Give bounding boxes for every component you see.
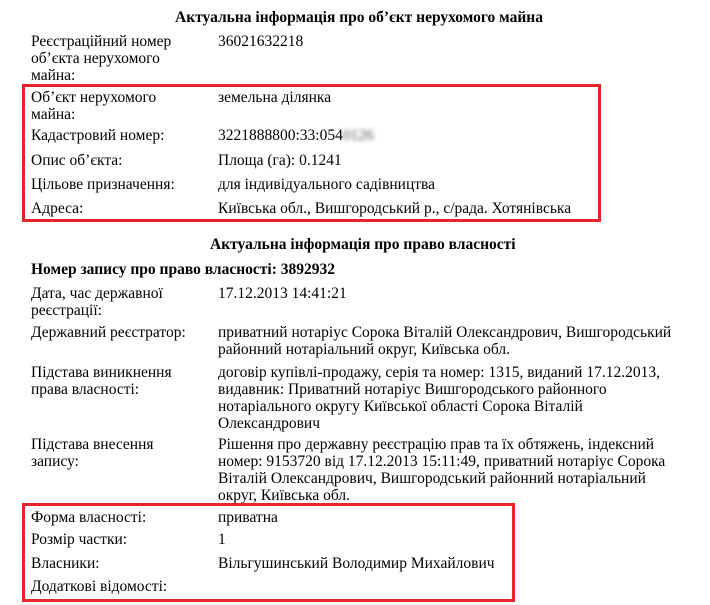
reg-number-value: 36021632218 (218, 33, 304, 50)
cadastral-number: 3221888800:33:054 (218, 127, 343, 144)
cadastral-redacted-part: 0126 (342, 127, 374, 144)
purpose-label: Цільове призначення: (31, 176, 175, 193)
object-label-line2: майна: (31, 106, 76, 123)
owners-label: Власники: (31, 555, 100, 572)
ownership-form-label: Форма власності: (31, 509, 147, 526)
entry-basis-value-line3: Віталій Олександрович, Вишгородський районний нотаріальний (218, 470, 646, 487)
reg-number-label-line3: майна: (31, 67, 76, 84)
basis-label-line1: Підстава виникнення (31, 364, 172, 381)
reg-number-label-line2: об’єкта нерухомого (31, 50, 160, 67)
entry-basis-label-line1: Підстава внесення (31, 436, 154, 453)
description-label: Опис об’єкта: (31, 152, 123, 169)
entry-basis-value-line4: округ, Київська обл. (218, 487, 350, 504)
reg-number-label-line1: Реєстраційний номер (31, 33, 172, 50)
registrar-value-line1: приватний нотаріус Сорока Віталій Олександрович, Вишгородський (218, 324, 672, 341)
share-value: 1 (218, 531, 226, 548)
owners-value: Вільгушинський Володимир Михайлович (218, 555, 495, 572)
record-number-heading: Номер запису про право власності: 3892932 (31, 261, 336, 278)
description-value: Площа (га): 0.1241 (218, 152, 342, 169)
reg-date-label-line2: реєстрації: (31, 302, 102, 319)
cadastral-value (218, 127, 374, 144)
address-label: Адреса: (31, 200, 84, 217)
section-title-ownership: Актуальна інформація про право власності (210, 236, 516, 253)
address-value: Київська обл., Вишгородський р., с/рада. Хотянівська (218, 200, 572, 217)
entry-basis-value-line1: Рішення про державну реєстрацію прав та їх обтяжень, індексний (218, 436, 655, 453)
basis-value-line3: нотаріального округу Київської області Сорока Віталій (218, 398, 583, 415)
ownership-form-value: приватна (218, 509, 278, 526)
section-title-property: Актуальна інформація про об’єкт нерухомого майна (175, 9, 543, 26)
basis-value-line1: договір купівлі-продажу, серія та номер: 1315, виданий 17.12.2013, (218, 364, 660, 381)
object-value: земельна ділянка (218, 89, 332, 106)
registrar-label: Державний реєстратор: (31, 324, 186, 341)
reg-date-label-line1: Дата, час державної (31, 285, 163, 302)
additional-info-label: Додаткові відомості: (31, 578, 168, 595)
basis-label-line2: права власності: (31, 381, 140, 398)
basis-value-line2: видавник: Приватний нотаріус Вишгородського районного (218, 381, 607, 398)
purpose-value: для індивідуального садівництва (218, 176, 436, 193)
object-label-line1: Об’єкт нерухомого (31, 89, 157, 106)
share-label: Розмір частки: (31, 531, 128, 548)
entry-basis-label-line2: запису: (31, 453, 79, 470)
reg-date-value: 17.12.2013 14:41:21 (218, 285, 347, 302)
cadastral-label: Кадастровий номер: (31, 127, 165, 144)
registrar-value-line2: районний нотаріальний округ, Київська обл. (218, 341, 511, 358)
entry-basis-value-line2: номер: 9153720 від 17.12.2013 15:11:49, приватний нотаріус Сорока (218, 453, 666, 470)
basis-value-line4: Олександрович (218, 415, 320, 432)
